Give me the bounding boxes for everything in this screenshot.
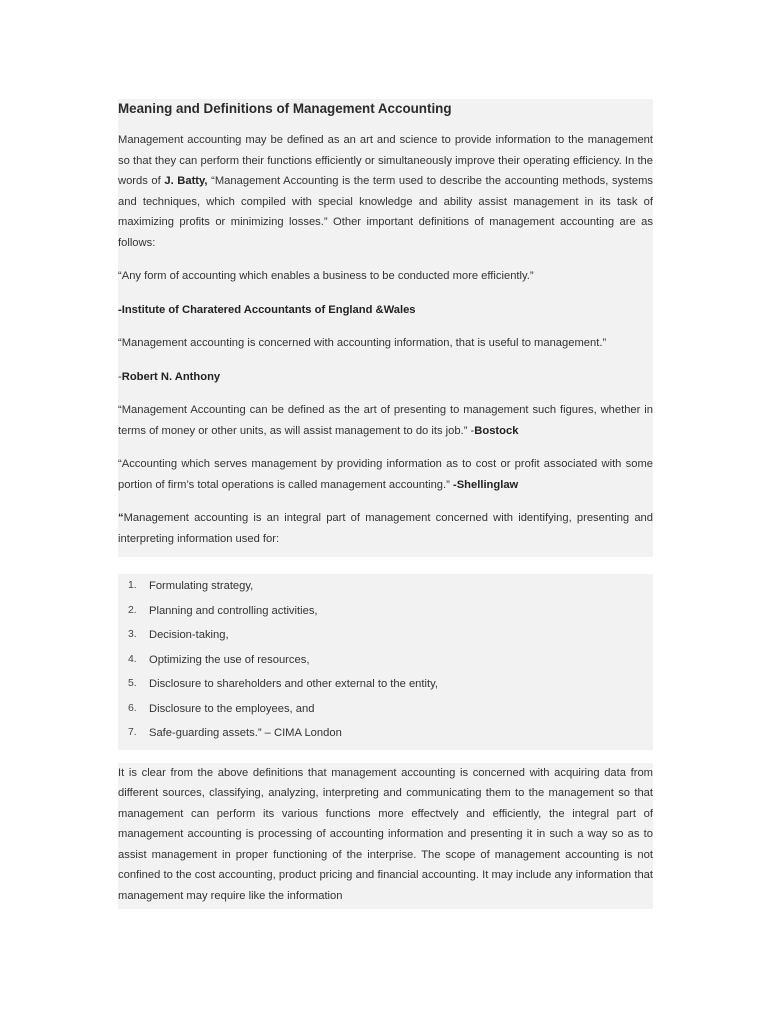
list-number: 2. (128, 604, 137, 616)
conclusion-paragraph: It is clear from the above definitions that management accounting is concerned with acquiring data from different sources, classifying, analyzing, interpreting and communicating them to the management so that management can perform its various functions more effectvely and efficiently, the integral part of management accounting is processing of accounting information and presenting it in such a way so as to assist management in proper functioning of the interprise. The scope of management accounting is not confined to the cost accounting, product pricing and financial accounting. It may include any information that management may require like the information (118, 766, 653, 902)
definition-5-open-quote: “ (118, 512, 124, 524)
intro-paragraph (118, 130, 653, 253)
definition-4-quote: “Accounting which serves management by providing informatіon as to cost or profit associated with some portion of firm’s total operations is called management accounting.” (118, 458, 653, 491)
document-page (118, 99, 653, 909)
definition-2-author-name: Robert N. Anthony (121, 370, 221, 383)
definitions-section (118, 99, 653, 557)
list-text: Disclosure to shareholders and other external to the entity, (149, 678, 438, 690)
list-text: Decision-taking, (149, 629, 229, 641)
list-number: 4. (128, 653, 137, 665)
list-item (118, 697, 653, 722)
list-item (118, 648, 653, 673)
list-text: Disclosure to the employees, and (149, 702, 315, 715)
list-text: Formulating strategy, (149, 580, 254, 592)
definition-3 (118, 400, 653, 441)
list-text: Safe-guarding assets.” – CIMA London (149, 727, 342, 739)
list-item (118, 623, 653, 648)
list-item (118, 672, 653, 697)
intro-text-2: “Management Accounting is the term used to describe the accounting methods, systems and techniques, which compiled with special knowledge and ability assist management in its task of maximizing profits or minimizing losses.” Other important definitions of management accounting are as follows: (118, 175, 653, 249)
list-number: 6. (128, 702, 137, 714)
definition-5-quote: Management accounting is an integral part of management concerned with identifying, presenting and interpreting information used for: (118, 512, 653, 545)
list-item (118, 574, 653, 599)
list-number: 1. (128, 580, 137, 591)
list-text: Optimizing the use of resources, (149, 653, 310, 666)
definition-3-author: Bostock (474, 424, 519, 437)
page-title: Meaning and Definitions of Management Accounting (118, 101, 452, 116)
list-text: Planning and controlling activities, (149, 604, 318, 617)
definition-3-quote: “Management Accounting can be defined as the art of presenting to management such figures, whether in terms of money or other units, as will assist management to do its job.” - (118, 404, 653, 437)
definition-2-author (118, 367, 653, 388)
list-item (118, 721, 653, 746)
definition-1-quote: “Any form of accounting which enables a business to be conducted more efficiently.” (118, 270, 534, 282)
list-number: 5. (128, 678, 137, 689)
definition-4-author: -Shellinglaw (452, 478, 519, 491)
uses-list-section (118, 574, 653, 750)
definition-4 (118, 454, 653, 495)
uses-list (118, 574, 653, 746)
definition-2-quote: “Management accounting is concerned with accounting information, that is useful to management.” (118, 337, 607, 349)
definition-5 (118, 508, 653, 549)
conclusion-section (118, 763, 653, 910)
intro-author-batty: J. Batty, (164, 175, 208, 187)
list-number: 3. (128, 629, 137, 640)
list-item (118, 599, 653, 624)
intro-text-1: Management accounting may be defined as an art and science to provide information to the management so that they can perform their functions efficiently or simultaneously improve their operating efficiency. In the words of (118, 134, 653, 187)
definition-1-author: -Institute of Charatered Accountants of England &Wales (118, 303, 416, 316)
definition-2-dash: - (118, 370, 122, 383)
list-number: 7. (128, 727, 137, 738)
